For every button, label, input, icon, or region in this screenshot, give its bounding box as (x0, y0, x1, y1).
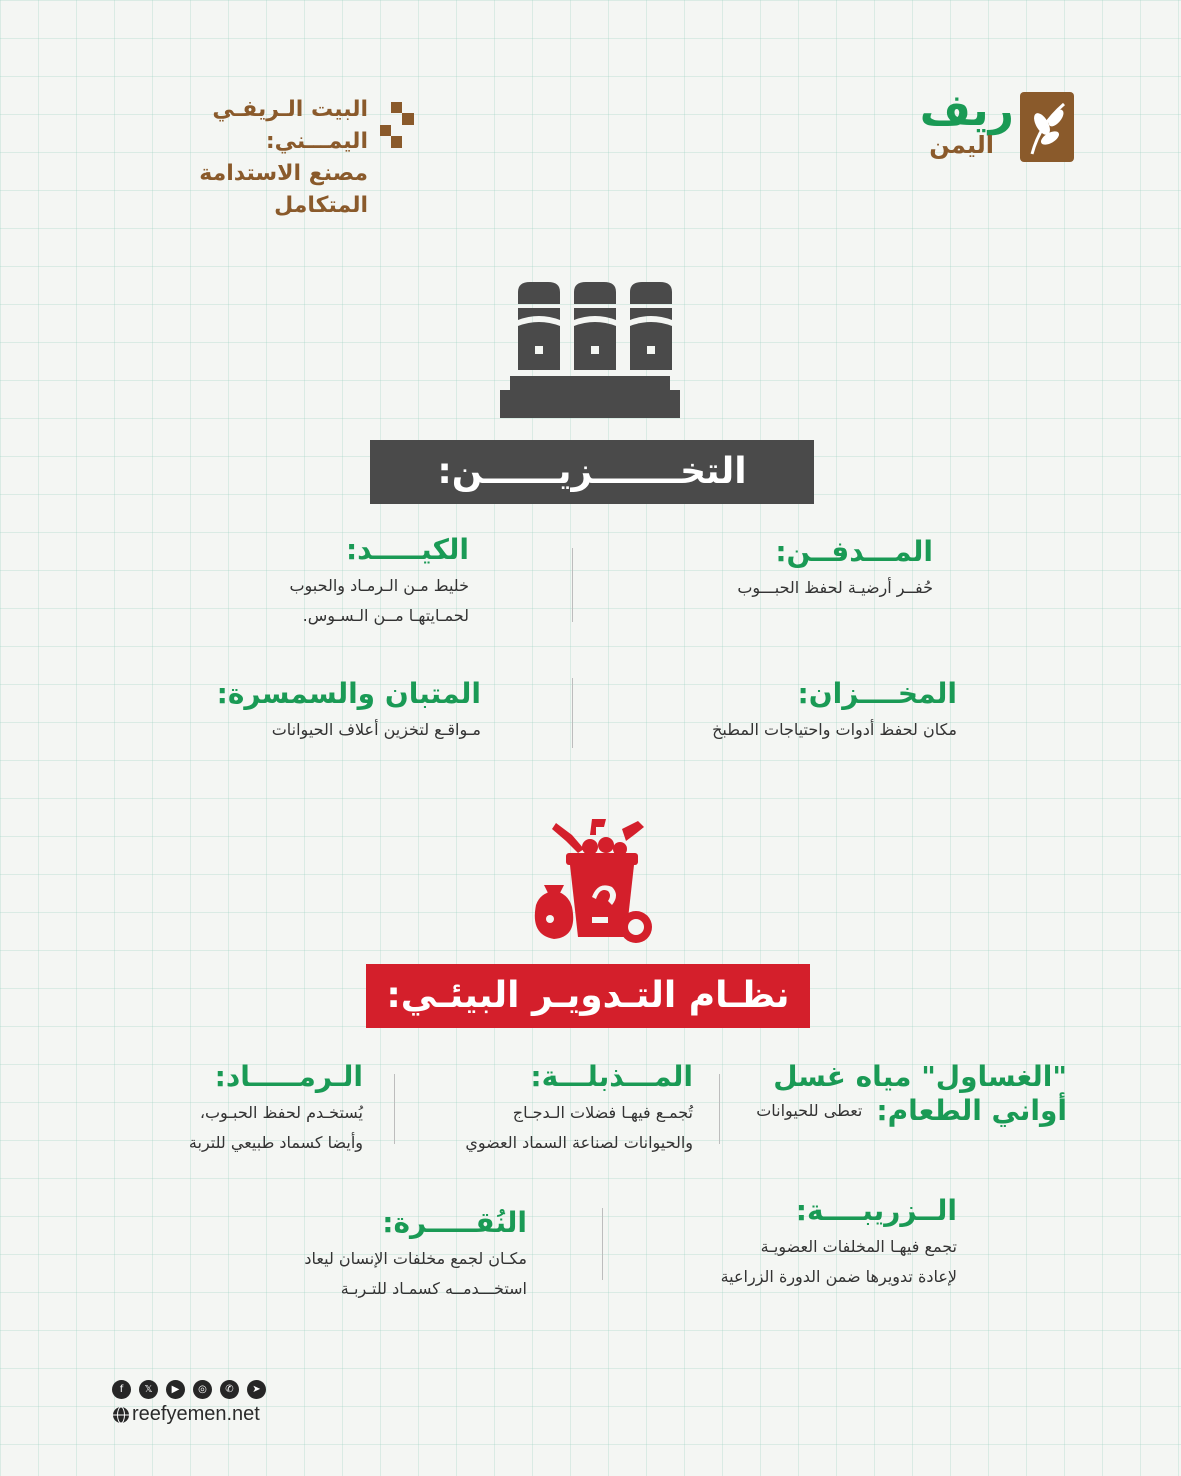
item-heading: النُقـــــرة: (382, 1206, 527, 1239)
storage-item-mitban (217, 677, 481, 745)
youtube-icon[interactable]: ▶ (166, 1380, 185, 1399)
item-heading: المخــــزان: (797, 677, 957, 710)
item-heading: المتبان والسمسرة: (216, 677, 481, 710)
instagram-icon[interactable]: ◎ (193, 1380, 212, 1399)
recycle-item-ramad (189, 1060, 363, 1158)
whatsapp-icon[interactable]: ✆ (220, 1380, 239, 1399)
website-link[interactable] (112, 1403, 260, 1426)
item-heading: الــزريبــــة: (795, 1194, 957, 1227)
item-heading-row (756, 1094, 1067, 1128)
recycle-item-nuqra (304, 1206, 527, 1304)
item-heading: الـرمـــــاد: (214, 1060, 363, 1093)
item-desc: مكـان لجمع مخلفات الإنسان ليعاد استخـــدمــه كسمـاد للتـربـة (304, 1249, 527, 1298)
item-heading: الكيـــــد: (345, 533, 469, 566)
recycle-item-ghasawel (756, 1060, 1067, 1128)
item-desc: مكان لحفظ أدوات واحتياجات المطبخ (712, 720, 957, 739)
pixel-mark-icon (380, 102, 414, 148)
divider (602, 1208, 603, 1280)
item-desc: مـواقـع لتخزين أعلاف الحيوانات (271, 720, 481, 739)
recycle-item-mazbala (465, 1060, 693, 1158)
brand-logo (874, 86, 1074, 166)
tagline-line1: البيت الـريفـي اليمـــني: (212, 97, 368, 154)
website-text: reefyemen.net (132, 1403, 260, 1425)
item-desc: تجمع فيهـا المخلفات العضويـة لإعادة تدويرها ضمن الدورة الزراعية (720, 1237, 957, 1286)
item-desc: حُفــر أرضيـة لحفظ الحبـــوب (737, 578, 933, 597)
item-heading-line2: أواني الطعام: (876, 1094, 1067, 1127)
item-heading: المـــذبلـــة: (530, 1060, 693, 1093)
item-desc: تعطى للحيوانات (756, 1101, 863, 1120)
storage-item-madfan (737, 535, 933, 603)
storage-item-kaid (289, 533, 469, 631)
divider (572, 548, 573, 622)
divider (394, 1074, 395, 1144)
divider (572, 678, 573, 748)
header-tagline (108, 94, 368, 222)
item-desc: يُستخـدم لحفظ الحبـوب، وأيضا كسماد طبيعي للتربة (188, 1103, 363, 1152)
item-desc: خليط مـن الـرمـاد والحبوب لحمـايتهـا مــن الـسـوس. (289, 576, 469, 625)
tagline-line2: مصنع الاستدامة المتكامل (199, 161, 368, 218)
globe-icon (112, 1406, 130, 1424)
facebook-icon[interactable]: f (112, 1380, 131, 1399)
logo-sub-text: اليمن (929, 131, 994, 159)
leaf-logo-icon (1020, 92, 1074, 162)
item-heading: المـــدفــن: (775, 535, 933, 568)
logo-main-text: ريف (919, 85, 1014, 136)
item-heading-line1: "الغساول" مياه غسل (773, 1060, 1067, 1093)
x-icon[interactable]: 𝕏 (139, 1380, 158, 1399)
social-links (112, 1380, 288, 1400)
item-desc: تُجمـع فيهـا فضلات الـدجـاج والحيوانات لصناعة السماد العضوي (465, 1103, 693, 1152)
storage-item-makhzan (712, 677, 957, 745)
storage-jars-icon (500, 278, 680, 420)
telegram-icon[interactable]: ➤ (247, 1380, 266, 1399)
recycle-item-zariba (721, 1194, 957, 1292)
recycling-section-title: نظـام التـدويـر البيئـي: (366, 964, 810, 1028)
storage-section-title: التخـــــــزيــــــن: (370, 440, 814, 504)
divider (719, 1074, 720, 1144)
recycling-bin-icon (526, 815, 656, 945)
